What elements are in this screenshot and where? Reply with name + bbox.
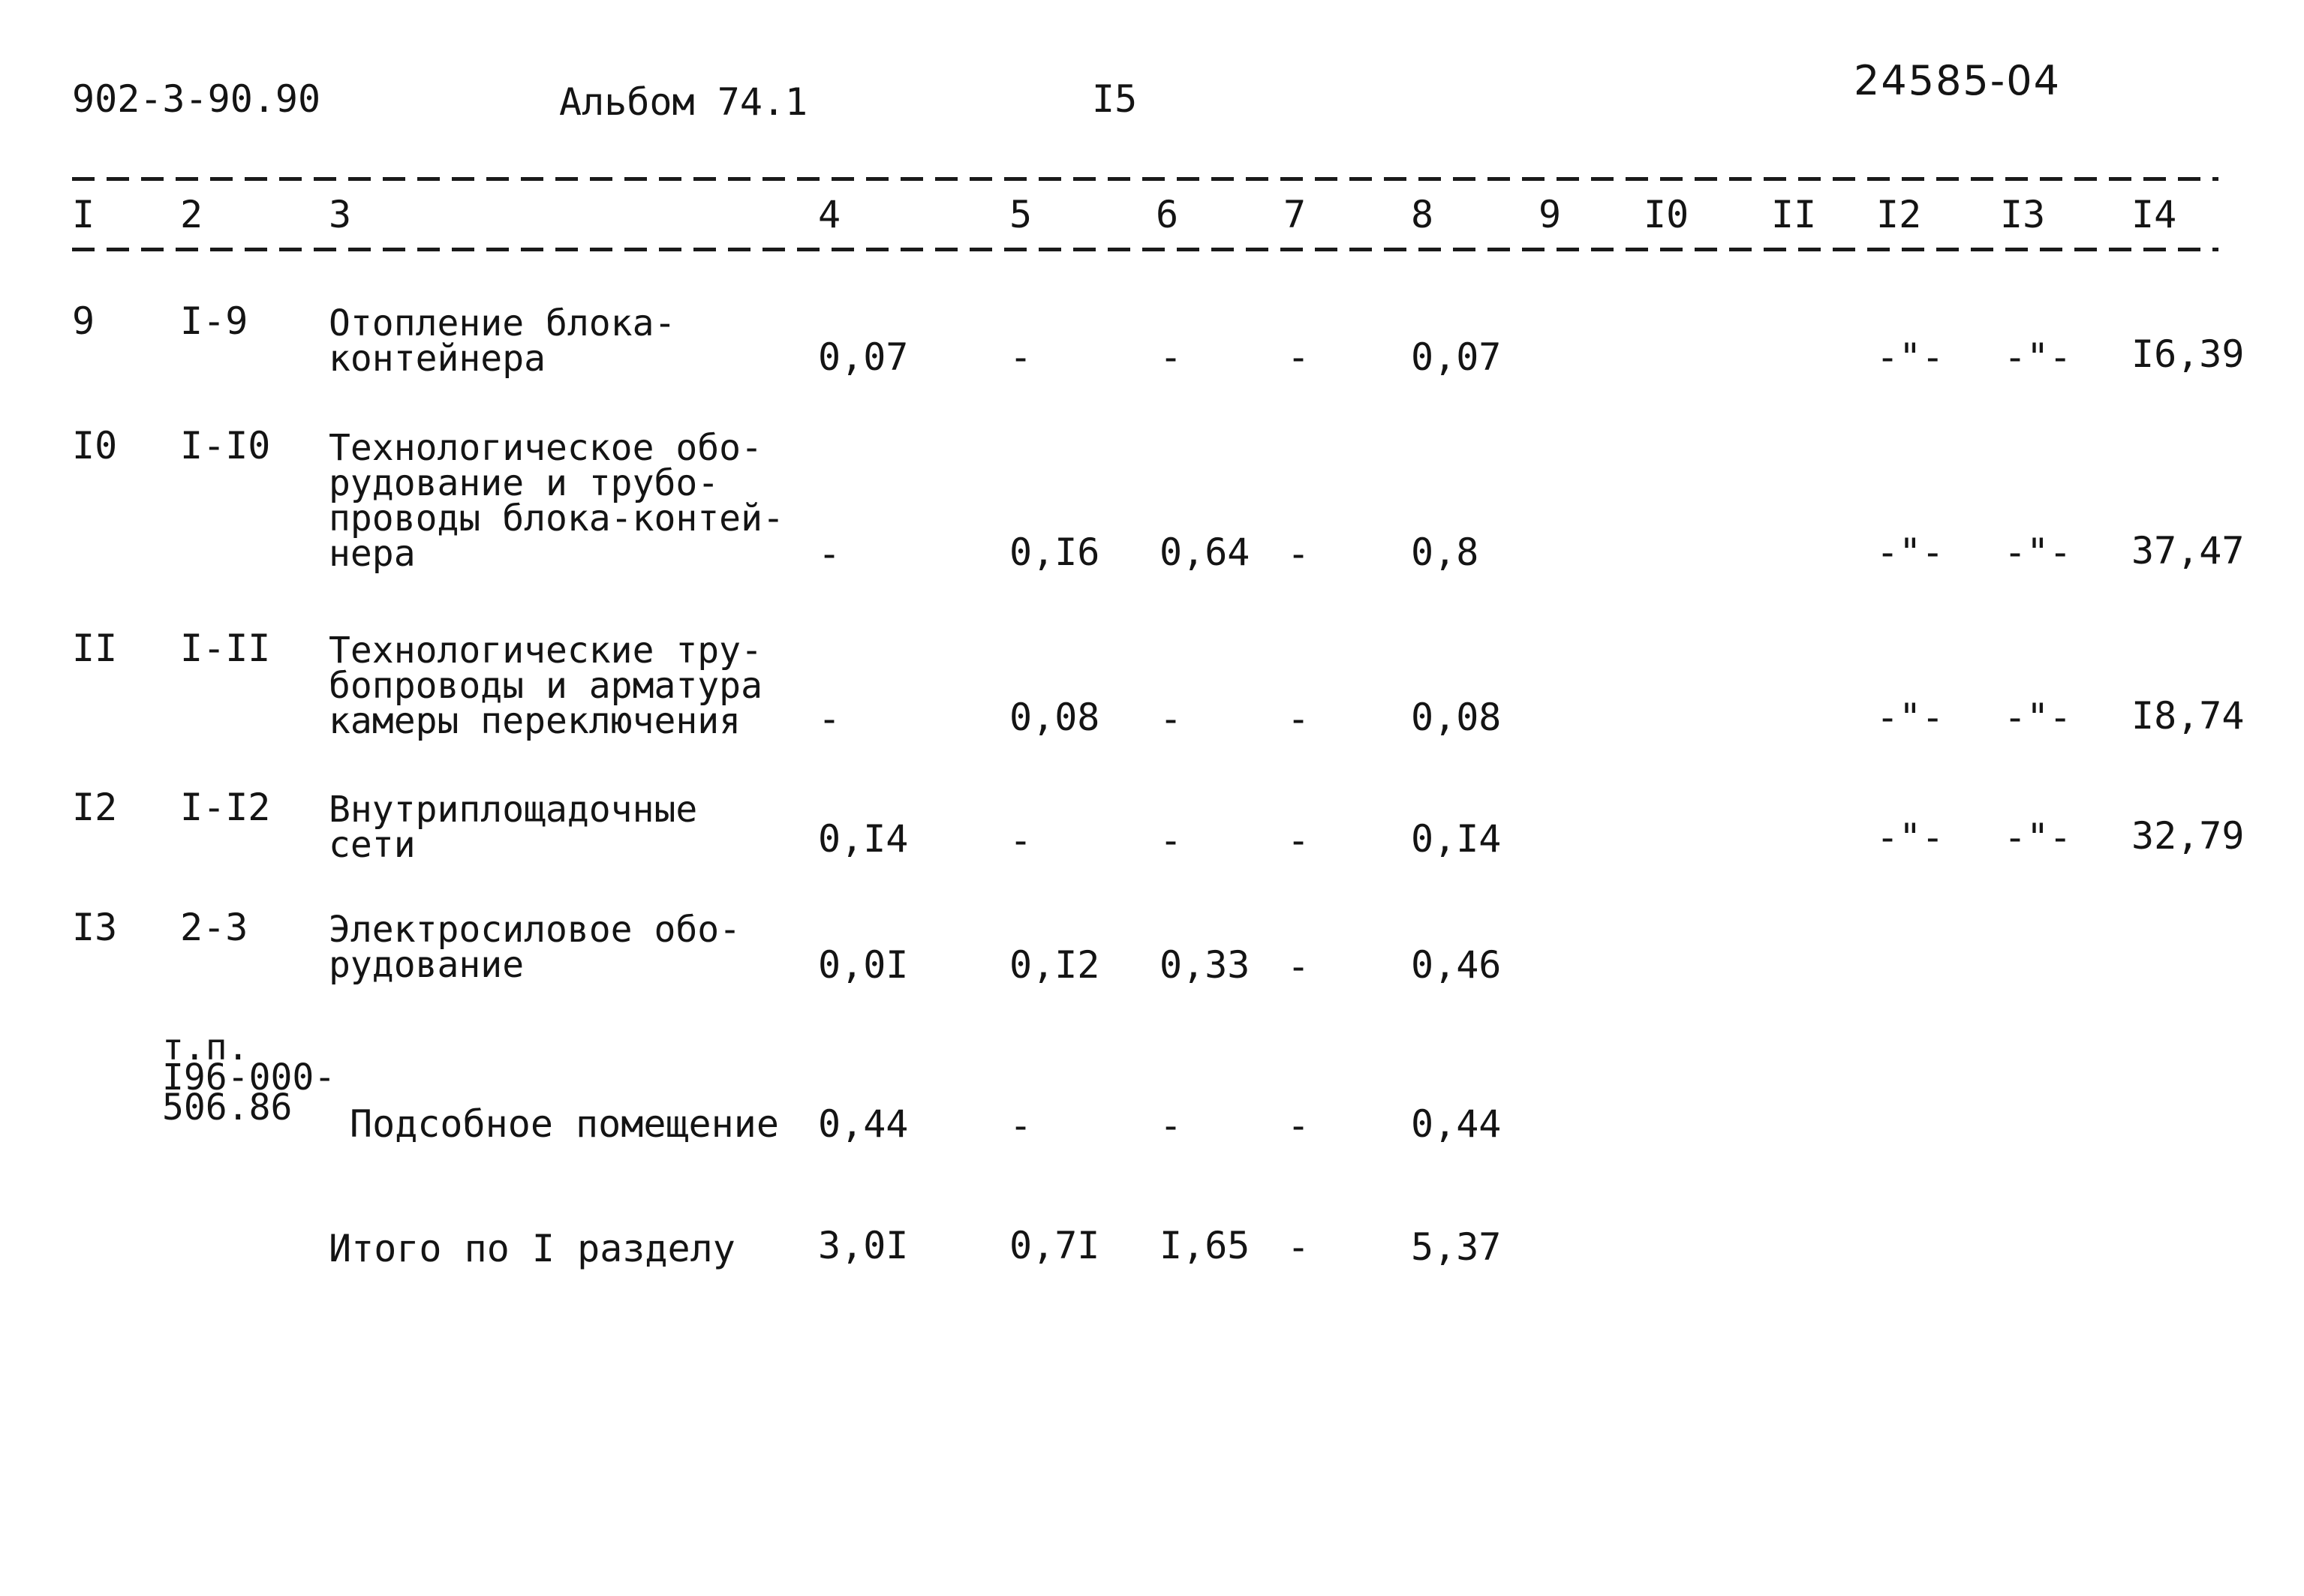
row-description: Отопление блока- контейнера bbox=[329, 302, 676, 380]
cell-col7: - bbox=[1287, 335, 1310, 379]
cell-col12: -"- bbox=[1876, 816, 1945, 859]
cell-col7: - bbox=[1287, 532, 1310, 576]
cell-col12: -"- bbox=[1876, 696, 1945, 739]
cell-col13: -"- bbox=[2004, 335, 2072, 379]
column-header: I2 bbox=[1876, 193, 1922, 236]
cell-col12: -"- bbox=[1876, 530, 1945, 574]
cell-col4: 0,07 bbox=[818, 335, 909, 379]
cell-col12: -"- bbox=[1876, 335, 1945, 379]
cell-col6: - bbox=[1160, 819, 1183, 862]
header-rule-bottom bbox=[72, 248, 2218, 251]
row-code: т.п. I96-000- 506.86 bbox=[162, 1026, 336, 1129]
column-header: I0 bbox=[1644, 193, 1689, 236]
cell-col14: 32,79 bbox=[2131, 814, 2245, 858]
cell-col8: 5,37 bbox=[1411, 1225, 1502, 1269]
cell-col4: - bbox=[818, 532, 841, 576]
row-description: Внутриплощадочные сети bbox=[329, 789, 698, 866]
row-number: II bbox=[72, 627, 118, 670]
cell-col5: 0,7I bbox=[1009, 1224, 1100, 1267]
column-header: 6 bbox=[1156, 193, 1179, 236]
cell-col7: - bbox=[1287, 945, 1310, 988]
column-header: I bbox=[72, 193, 95, 236]
row-number: I0 bbox=[72, 424, 118, 467]
cell-col5: - bbox=[1009, 819, 1033, 862]
row-code: 2-3 bbox=[180, 906, 248, 949]
cell-col5: 0,I6 bbox=[1009, 530, 1100, 574]
cell-col13: -"- bbox=[2004, 696, 2072, 739]
cell-col8: 0,I4 bbox=[1411, 817, 1502, 861]
cell-col8: 0,44 bbox=[1411, 1102, 1502, 1146]
row-code: I-I2 bbox=[180, 786, 271, 829]
cell-col14: 37,47 bbox=[2131, 529, 2245, 573]
cell-col5: - bbox=[1009, 1104, 1033, 1147]
cell-col6: I,65 bbox=[1160, 1224, 1250, 1267]
column-header: I3 bbox=[2000, 193, 2046, 236]
column-header: II bbox=[1771, 193, 1817, 236]
row-code: I-I0 bbox=[180, 424, 271, 467]
row-description: Подсобное помещение bbox=[350, 1102, 779, 1146]
row-description: Электросиловое обо- рудование bbox=[329, 909, 741, 986]
cell-col4: 0,I4 bbox=[818, 817, 909, 861]
doc-code: 902-3-90.90 bbox=[72, 77, 321, 121]
column-header: I4 bbox=[2131, 193, 2177, 236]
cell-col7: - bbox=[1287, 1225, 1310, 1269]
cell-col6: 0,33 bbox=[1160, 943, 1250, 987]
cell-col4: 0,44 bbox=[818, 1102, 909, 1146]
cell-col4: 0,0I bbox=[818, 943, 909, 987]
cell-col8: 0,07 bbox=[1411, 335, 1502, 379]
row-code: I-9 bbox=[180, 299, 248, 343]
cell-col13: -"- bbox=[2004, 530, 2072, 574]
row-number: I2 bbox=[72, 786, 118, 829]
cell-col14: I6,39 bbox=[2131, 332, 2245, 376]
column-header: 2 bbox=[180, 193, 203, 236]
cell-col8: 0,8 bbox=[1411, 530, 1479, 574]
cell-col5: - bbox=[1009, 335, 1033, 379]
page-number: I5 bbox=[1092, 77, 1138, 121]
album-label: Альбом 74.1 bbox=[559, 80, 808, 124]
cell-col6: 0,64 bbox=[1160, 530, 1250, 574]
row-description: Итого по I разделу bbox=[329, 1227, 735, 1270]
cell-col6: - bbox=[1160, 697, 1183, 741]
cell-col6: - bbox=[1160, 1104, 1183, 1147]
cell-col5: 0,08 bbox=[1009, 696, 1100, 739]
stamp-number: 24585-04 bbox=[1854, 57, 2061, 104]
cell-col13: -"- bbox=[2004, 816, 2072, 859]
row-number: I3 bbox=[72, 906, 118, 949]
header-rule-top bbox=[72, 177, 2218, 181]
cell-col5: 0,I2 bbox=[1009, 943, 1100, 987]
column-header: 5 bbox=[1009, 193, 1033, 236]
row-number: 9 bbox=[72, 299, 95, 343]
cell-col7: - bbox=[1287, 697, 1310, 741]
row-code: I-II bbox=[180, 627, 271, 670]
column-header: 8 bbox=[1411, 193, 1434, 236]
column-header: 3 bbox=[329, 193, 352, 236]
cell-col4: - bbox=[818, 697, 841, 741]
cell-col8: 0,08 bbox=[1411, 696, 1502, 739]
cell-col7: - bbox=[1287, 819, 1310, 862]
cell-col4: 3,0I bbox=[818, 1224, 909, 1267]
column-header: 7 bbox=[1283, 193, 1307, 236]
cell-col14: I8,74 bbox=[2131, 694, 2245, 738]
cell-col6: - bbox=[1160, 335, 1183, 379]
row-description: Технологическое обо- рудование и трубо- проводы блока-контей- нера bbox=[329, 427, 784, 575]
column-header: 4 bbox=[818, 193, 841, 236]
cell-col7: - bbox=[1287, 1104, 1310, 1147]
row-description: Технологические тру- бопроводы и арматура камеры переключения bbox=[329, 630, 762, 742]
column-header: 9 bbox=[1539, 193, 1562, 236]
cell-col8: 0,46 bbox=[1411, 943, 1502, 987]
